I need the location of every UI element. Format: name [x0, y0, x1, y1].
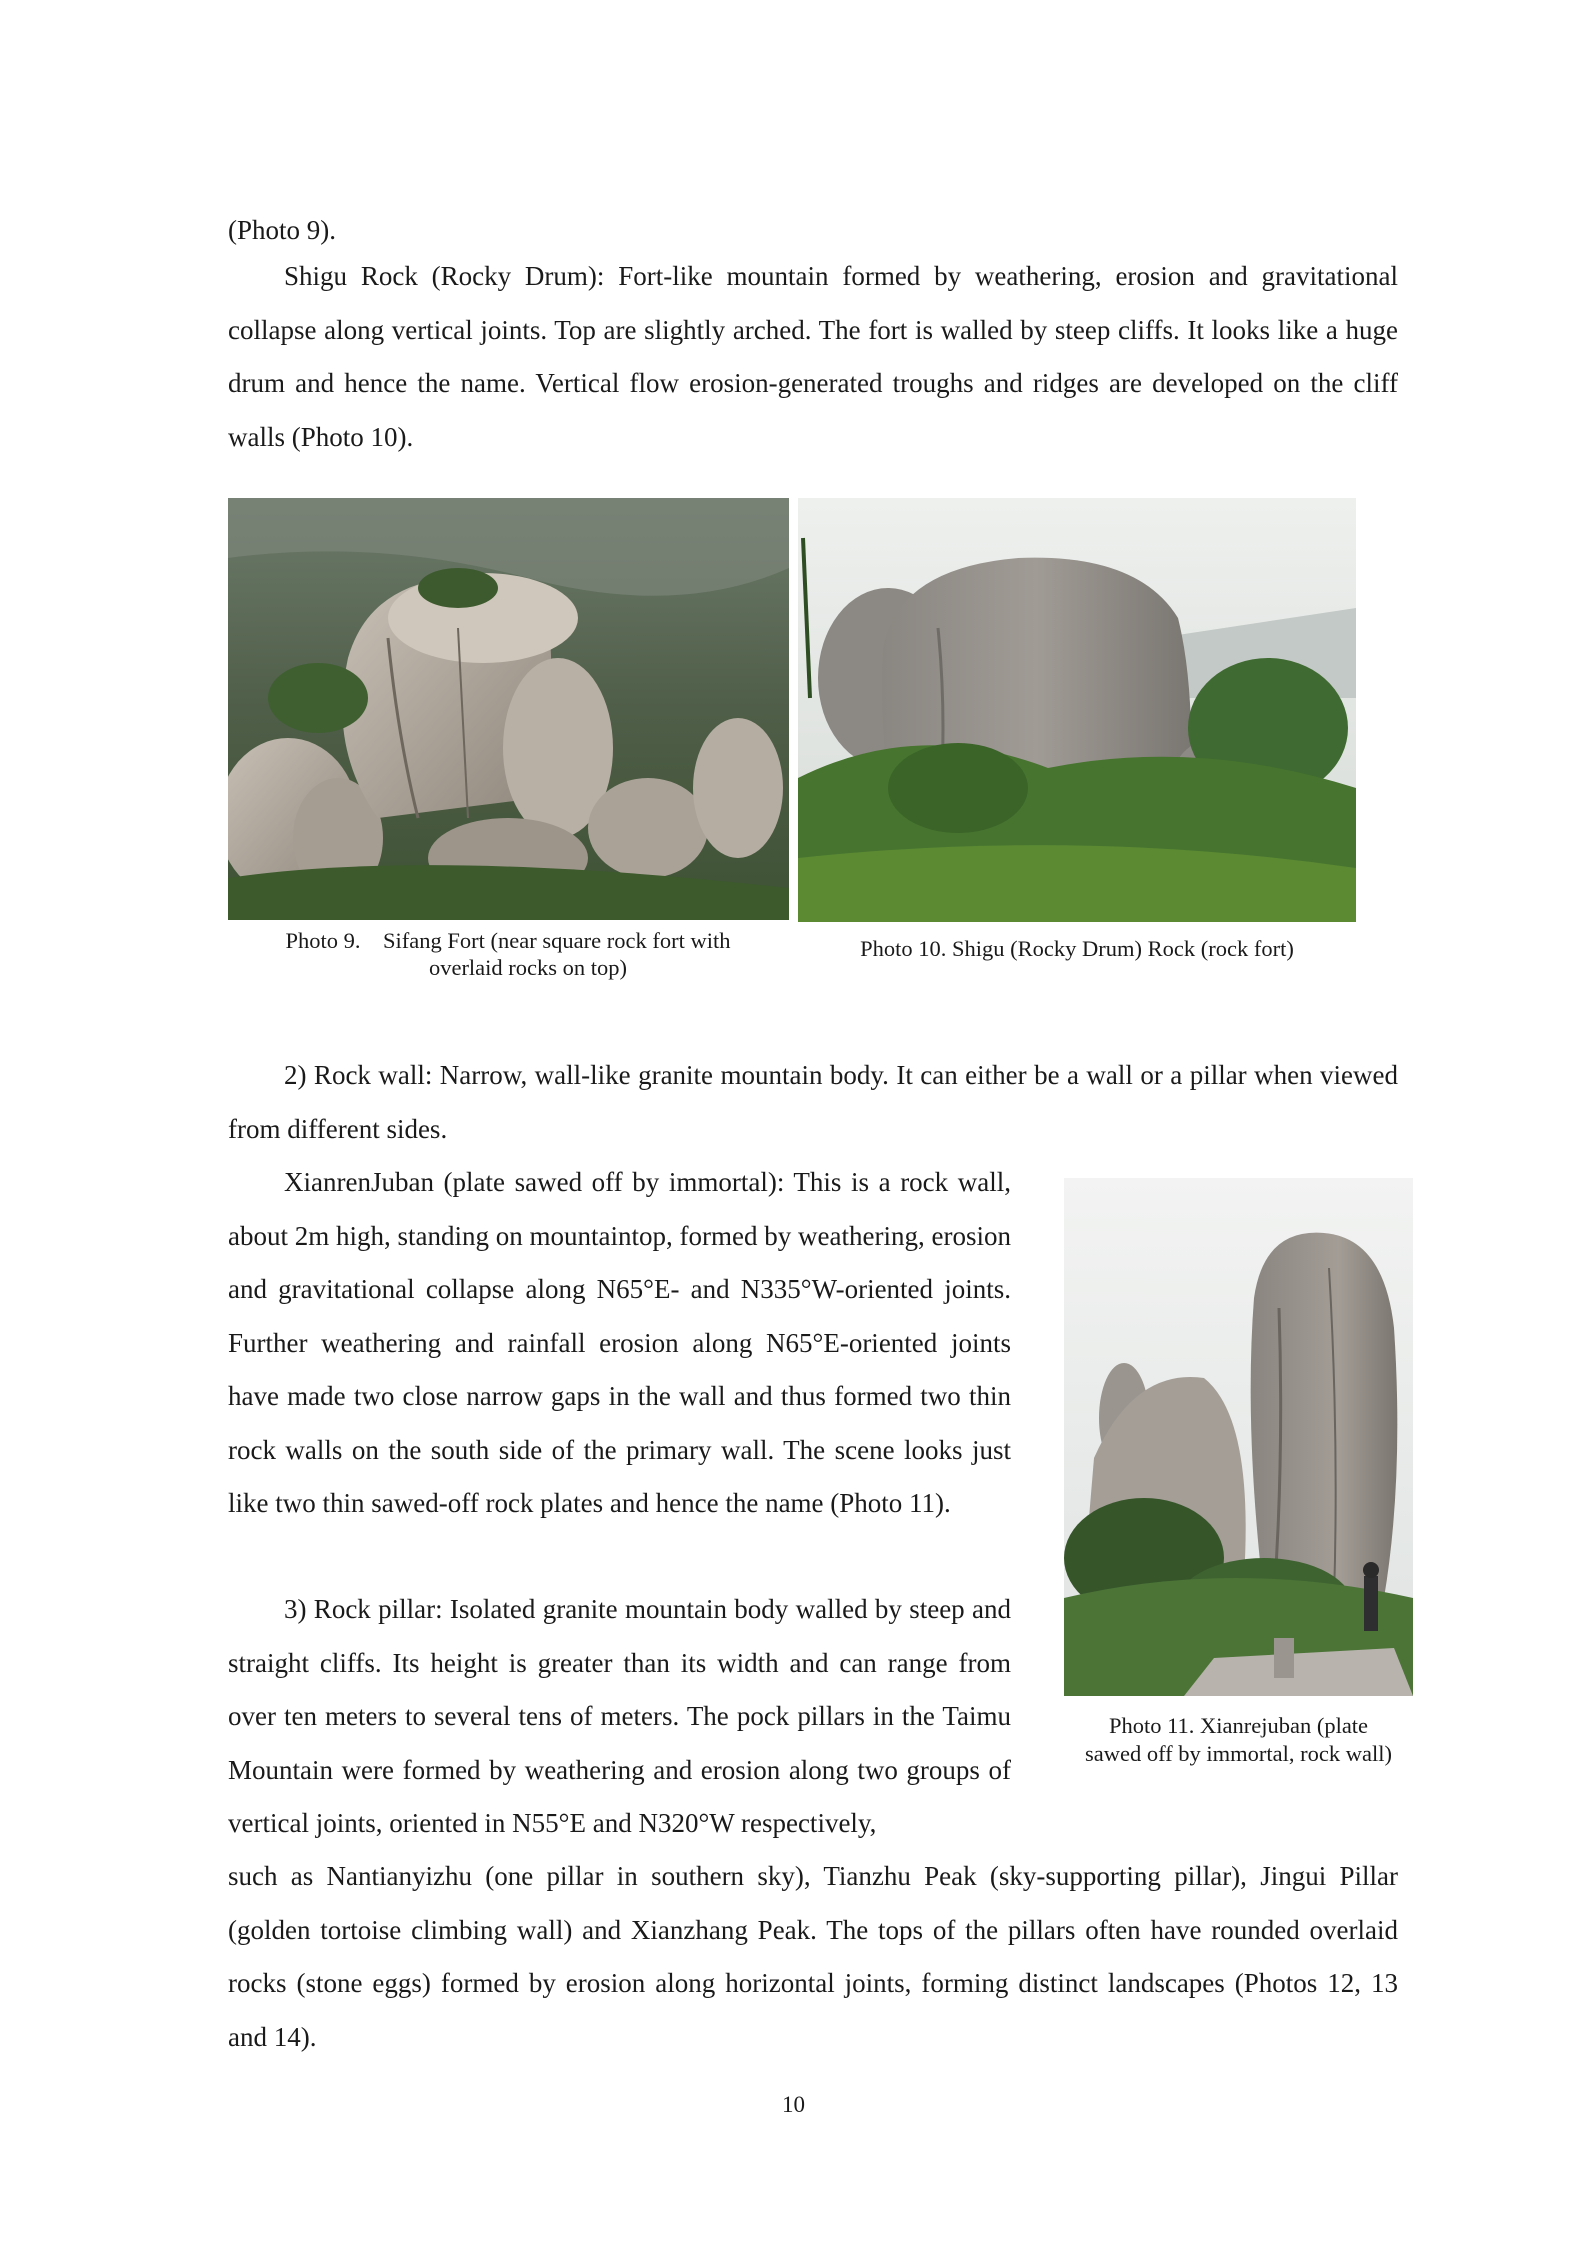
photo-9-sifang-fort: [228, 498, 789, 920]
caption-photo-11-line1: Photo 11. Xianrejuban (plate: [1108, 1713, 1369, 1738]
caption-photo-9-line1: Photo 9. Sifang Fort (near square rock fort with: [285, 928, 731, 953]
paragraph-xianrenjuban: XianrenJuban (plate sawed off by immortal): This is a rock wall, about 2m high, standing on mountaintop, formed by weathering, erosion and gravitational collapse along N65°E- and N335°W-oriented joints. Further weathering and rainfall erosion along N65°E-oriented joints have made two close narrow gaps in the wall and thus formed two thin rock walls on the south side of the primary wall. The scene looks just like two thin sawed-off rock plates and hence the name (Photo 11).: [228, 1167, 1011, 1518]
caption-photo-9-line2: overlaid rocks on top): [428, 955, 628, 980]
paragraph-rock-wall: 2) Rock wall: Narrow, wall-like granite mountain body. It can either be a wall or a pillar when viewed from different sides.: [228, 1060, 1398, 1144]
caption-photo-11-line2: sawed off by immortal, rock wall): [1084, 1741, 1392, 1766]
photo-11-xianrejuban: [1064, 1178, 1413, 1696]
photo-10-shigu-rock: [798, 498, 1356, 922]
caption-photo-10: Photo 10. Shigu (Rocky Drum) Rock (rock fort): [860, 936, 1294, 961]
page-number: 10: [782, 2092, 805, 2117]
paragraph-shigu-rock: Shigu Rock (Rocky Drum): Fort-like mountain formed by weathering, erosion and gravitational collapse along vertical joints. Top are slightly arched. The fort is walled by steep cliffs. It looks like a huge drum and hence the name. Vertical flow erosion-generated troughs and ridges are developed on the cliff walls (Photo 10).: [228, 261, 1398, 452]
paragraph-photo9-ref: (Photo 9).: [228, 215, 336, 245]
paragraph-rock-pillar: 3) Rock pillar: Isolated granite mountain body walled by steep and straight cliffs. Its height is greater than its width and can range from over ten meters to several tens of meters. The pock pillars in the Taimu Mountain were formed by weathering and erosion along two groups of vertical joints, oriented in N55°E and N320°W respectively,: [228, 1594, 1011, 1838]
paragraph-pillar-examples: such as Nantianyizhu (one pillar in southern sky), Tianzhu Peak (sky-supporting pillar), Jingui Pillar (golden tortoise climbing wall) and Xianzhang Peak. The tops of the pillars often have rounded overlaid rocks (stone eggs) formed by erosion along horizontal joints, forming distinct landscapes (Photos 12, 13 and 14).: [228, 1861, 1398, 2052]
